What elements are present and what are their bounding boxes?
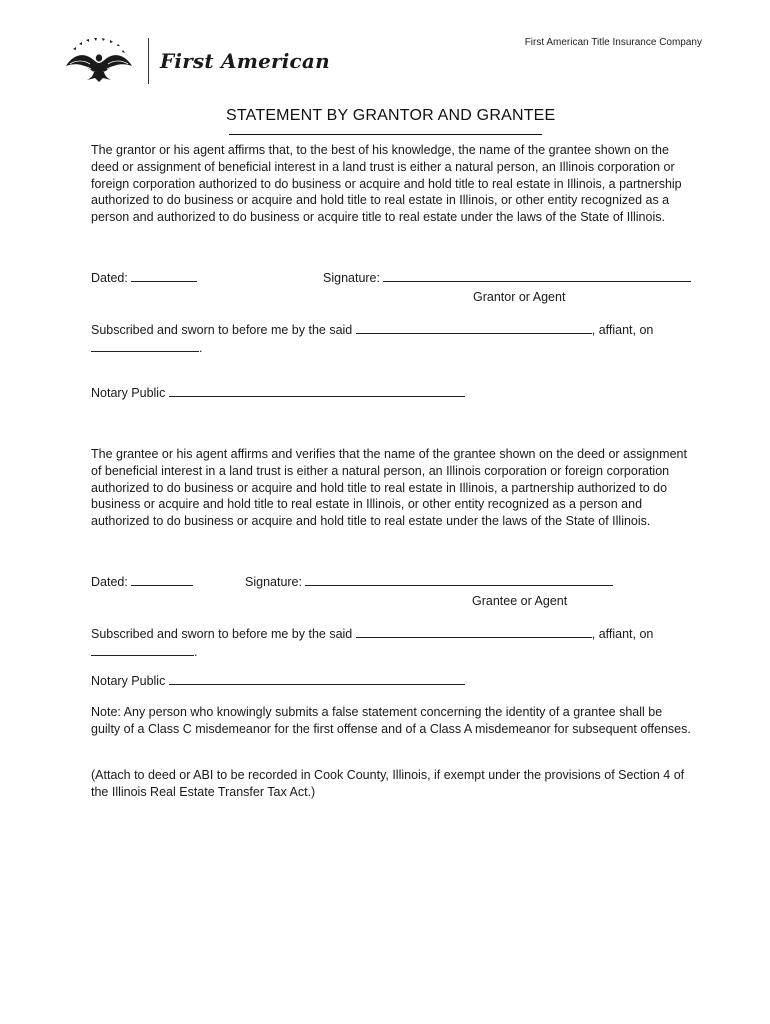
title-underline: [229, 134, 542, 135]
grantee-notary-label: Notary Public: [91, 674, 166, 688]
grantor-signature-row: [323, 270, 691, 285]
grantor-affiant-name-field[interactable]: [356, 322, 592, 334]
grantee-affiant-name-field[interactable]: [356, 626, 592, 638]
grantee-signature-row: [245, 574, 613, 589]
grantee-dated-row: [91, 574, 193, 589]
grantor-notary-field[interactable]: [169, 385, 465, 397]
grantor-notary-row: [91, 385, 465, 400]
grantee-sworn-date-row: [91, 644, 197, 659]
grantee-signer-caption: Grantee or Agent: [472, 594, 568, 608]
grantee-date-field[interactable]: [131, 574, 193, 586]
grantor-affiant-label: , affiant, on: [591, 323, 654, 337]
grantor-sworn-date-field[interactable]: [91, 340, 199, 352]
grantor-sworn-date-row: [91, 340, 202, 355]
period-text: .: [194, 645, 198, 659]
grantee-subscribed-label: Subscribed and sworn to before me by the said: [91, 627, 353, 641]
grantor-signature-label: Signature:: [323, 271, 380, 285]
grantor-subscribed-label: Subscribed and sworn to before me by the said: [91, 323, 353, 337]
grantor-paragraph: The grantor or his agent affirms that, to the best of his knowledge, the name of the grantee shown on the deed or assignment of beneficial interest in a land trust is either a natural person, an Illinois corporation or foreign corporation authorized to do business or acquire and hold title to real estate in Illinois, a partnership authorized to do business or acquire and hold title to real estate in Illinois, or other entity recognized as a person and authorized to do business or acquire title to real estate under the laws of the State of Illinois.: [91, 143, 682, 225]
period-text: .: [199, 341, 203, 355]
company-name: First American Title Insurance Company: [524, 37, 702, 48]
grantor-date-field[interactable]: [131, 270, 197, 282]
grantee-signature-field[interactable]: [305, 574, 613, 586]
grantee-subscribed-row: [91, 626, 653, 641]
grantee-notary-row: [91, 673, 465, 688]
grantee-affiant-label: , affiant, on: [591, 627, 654, 641]
grantor-dated-label: Dated:: [91, 271, 128, 285]
grantee-notary-field[interactable]: [169, 673, 465, 685]
grantee-dated-label: Dated:: [91, 575, 128, 589]
attach-instructions: (Attach to deed or ABI to be recorded in Cook County, Illinois, if exempt under the provisions of Section 4 of the Illinois Real Estate Transfer Tax Act.): [91, 768, 685, 799]
grantor-signature-field[interactable]: [383, 270, 691, 282]
grantee-paragraph: The grantee or his agent affirms and verifies that the name of the grantee shown on the deed or assignment of beneficial interest in a land trust is either a natural person, an Illinois corporation or foreign corporation authorized to do business or acquire and hold title to real estate in Illinois, a partnership authorized to do business or acquire and hold title to real estate in Illinois, or other entity recognized as a person and authorized to do business or acquire and hold title to real estate under the laws of the State of Illinois.: [91, 447, 687, 529]
document-title: STATEMENT BY GRANTOR AND GRANTEE: [226, 107, 556, 124]
brand-name: First American: [160, 49, 330, 73]
grantor-signer-caption: Grantor or Agent: [473, 290, 566, 304]
grantor-subscribed-row: [91, 322, 653, 337]
logo-divider: [148, 38, 149, 84]
grantee-sworn-date-field[interactable]: [91, 644, 194, 656]
penalty-note: Note: Any person who knowingly submits a false statement concerning the identity of a grantee shall be guilty of a Class C misdemeanor for the first offense and of a Class A misdemeanor for subsequent offenses.: [91, 705, 691, 736]
grantor-notary-label: Notary Public: [91, 386, 166, 400]
grantee-signature-label: Signature:: [245, 575, 302, 589]
grantor-dated-row: [91, 270, 197, 285]
